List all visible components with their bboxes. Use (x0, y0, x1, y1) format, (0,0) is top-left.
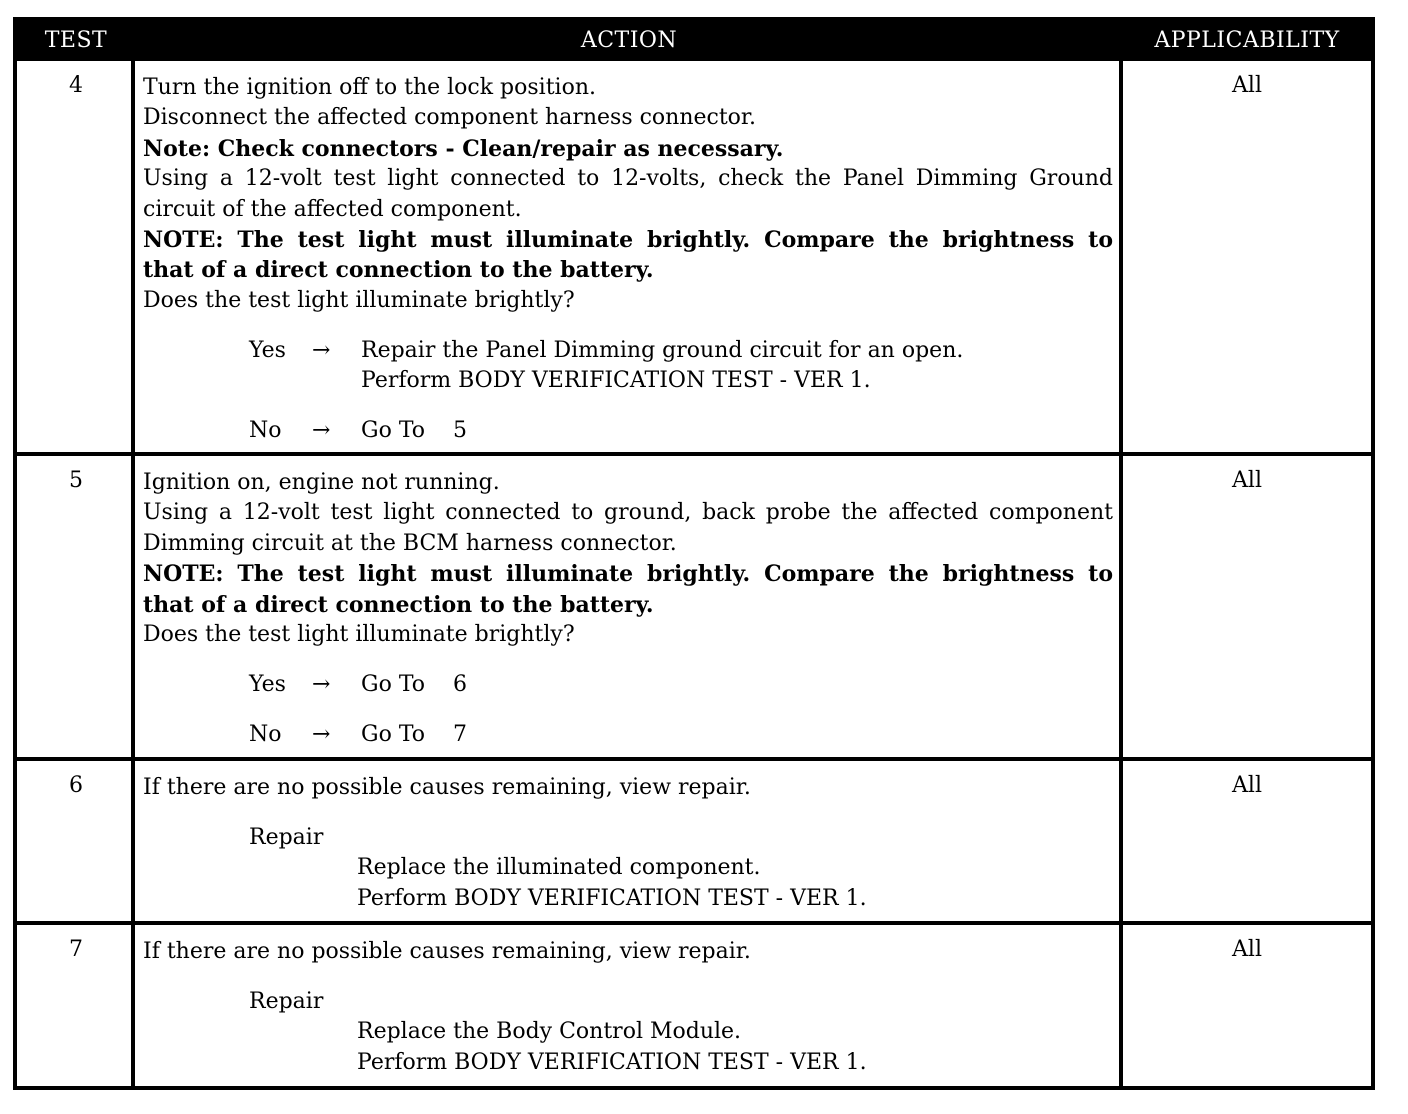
action-note: that of a direct connection to the battery. (143, 591, 654, 618)
go-to-target[interactable]: 7 (453, 721, 467, 747)
action-note: that of a direct connection to the battery. (143, 257, 654, 284)
yes-branch (143, 670, 1113, 700)
applicability-cell: All (1232, 468, 1262, 493)
action-line: Dimming circuit at the BCM harness connector. (143, 530, 677, 556)
diagnostic-test-table (13, 17, 1375, 1090)
action-note: NOTE: The test light must illuminate brightly. Compare the brightness to (143, 561, 1113, 588)
go-to-label: Go To (361, 418, 426, 444)
yes-label: Yes (249, 337, 286, 363)
action-line: circuit of the affected component. (143, 196, 522, 222)
test-number: 6 (69, 773, 83, 798)
header-action: ACTION (580, 28, 678, 53)
applicability-cell: All (1232, 937, 1262, 962)
go-to-label: Go To (361, 721, 426, 747)
repair-step: Perform BODY VERIFICATION TEST - VER 1. (357, 1049, 867, 1075)
no-branch (143, 416, 1113, 446)
table-row-test-4 (17, 61, 1371, 452)
repair-label: Repair (249, 824, 324, 850)
action-cell (143, 468, 1113, 750)
table-row-test-7 (17, 925, 1371, 1090)
action-question: Does the test light illuminate brightly? (143, 622, 575, 648)
repair-step: Replace the Body Control Module. (357, 1019, 742, 1045)
header-applicability: APPLICABILITY (1154, 28, 1340, 53)
action-note: NOTE: The test light must illuminate brightly. Compare the brightness to (143, 227, 1113, 254)
yes-branch-continued (143, 366, 1113, 396)
repair-label: Repair (249, 988, 324, 1014)
repair-step: Perform BODY VERIFICATION TEST - VER 1. (357, 885, 867, 911)
applicability-cell: All (1232, 773, 1262, 798)
action-note: Note: Check connectors - Clean/repair as necessary. (143, 135, 784, 162)
table-row-test-6 (17, 761, 1371, 921)
action-line: Disconnect the affected component harness connector. (143, 105, 757, 131)
action-line: Ignition on, engine not running. (143, 470, 500, 495)
go-to-target[interactable]: 5 (453, 418, 467, 444)
yes-branch (143, 336, 1113, 366)
yes-action-text: Repair the Panel Dimming ground circuit for an open. (361, 337, 964, 363)
action-cell (143, 73, 1113, 446)
test-number: 5 (69, 468, 83, 493)
action-line: Using a 12-volt test light connected to ground, back probe the affected component (143, 500, 1113, 526)
yes-action-text: Perform BODY VERIFICATION TEST - VER 1. (361, 368, 871, 394)
table-row-test-5 (17, 456, 1371, 757)
header-test: TEST (44, 28, 108, 53)
action-cell (143, 937, 1113, 1078)
repair-step: Replace the illuminated component. (357, 855, 761, 881)
action-cell (143, 773, 1113, 914)
test-number: 7 (69, 937, 83, 962)
right-arrow-icon: → (312, 418, 331, 444)
table-header (17, 21, 1371, 61)
action-line: Turn the ignition off to the lock position. (143, 75, 596, 100)
yes-label: Yes (249, 671, 286, 697)
action-line: If there are no possible causes remaining, view repair. (143, 775, 751, 800)
right-arrow-icon: → (312, 671, 331, 697)
right-arrow-icon: → (312, 337, 331, 363)
no-branch (143, 720, 1113, 750)
applicability-cell: All (1232, 73, 1262, 98)
action-line: If there are no possible causes remaining, view repair. (143, 939, 751, 964)
action-line: Using a 12-volt test light connected to 12-volts, check the Panel Dimming Ground (143, 166, 1113, 192)
right-arrow-icon: → (312, 721, 331, 747)
no-label: No (249, 418, 282, 444)
go-to-label: Go To (361, 671, 426, 697)
action-question: Does the test light illuminate brightly? (143, 287, 575, 313)
test-number: 4 (69, 73, 83, 98)
no-label: No (249, 721, 282, 747)
go-to-target[interactable]: 6 (453, 671, 467, 697)
